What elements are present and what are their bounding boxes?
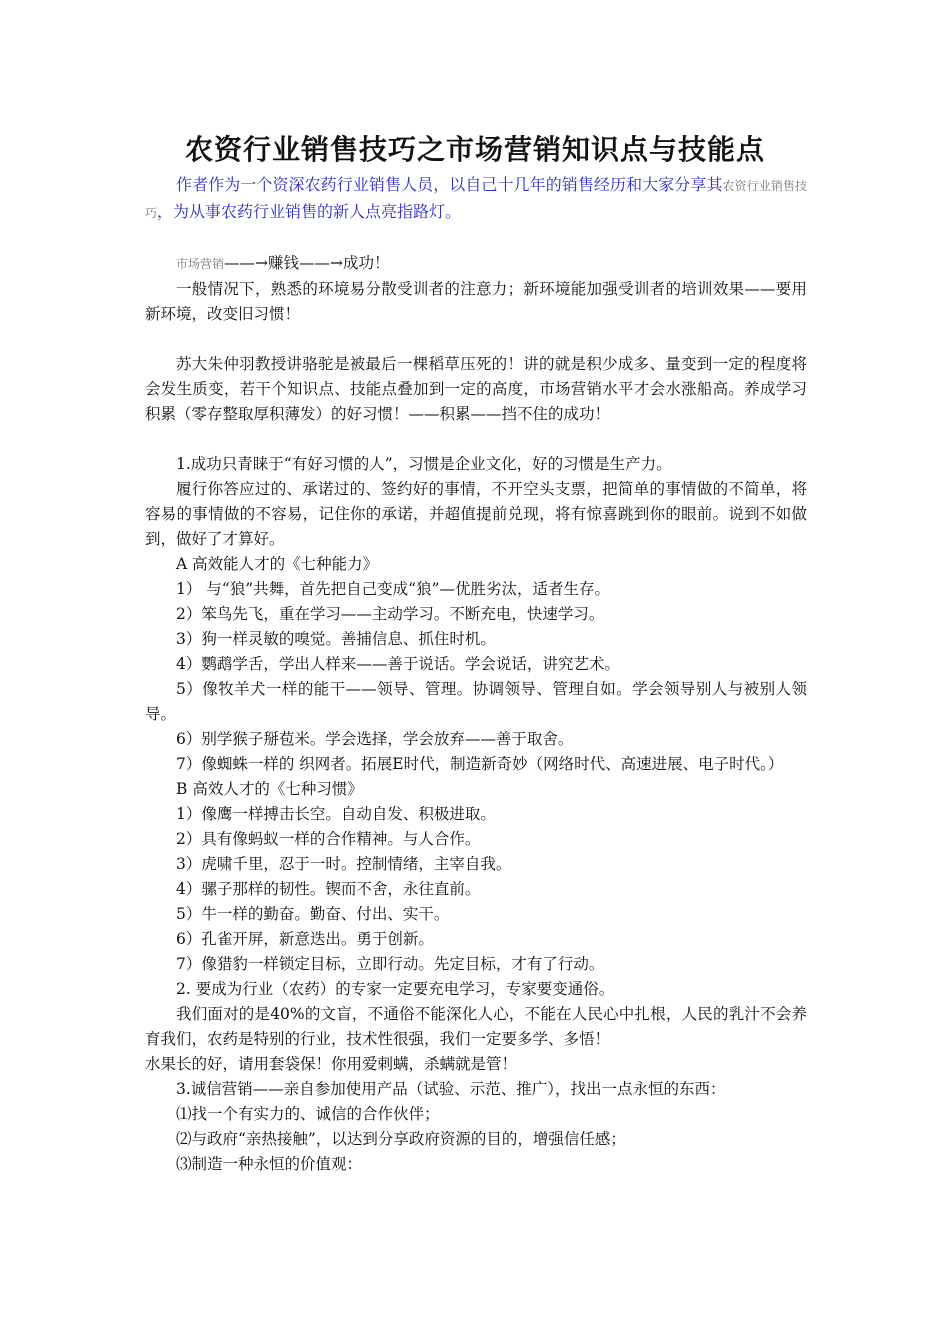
section-a-item: 3）狗一样灵敏的嗅觉。善捕信息、抓住时机。 (176, 630, 496, 648)
section-a-title: A 高效能人才的《七种能力》 (176, 555, 379, 573)
section-3-item: ⑵与政府“亲热接触”，以达到分享政府资源的目的，增强信任感； (176, 1130, 626, 1148)
section-1-title: 1.成功只青睐于“有好习惯的人”，习惯是企业文化，好的习惯是生产力。 (176, 455, 672, 473)
section-b-item: 7）像猎豹一样锁定目标，立即行动。先定目标，才有了行动。 (176, 955, 605, 973)
intro-text-2: 农资行业销售技巧 (145, 179, 807, 220)
section-1-body: 履行你答应过的、承诺过的、签约好的事情，不开空头支票，把简单的事情做的不简单，将容易的事情做的不容易，记住你的承诺，并超值提前兑现，将有惊喜跳到你的眼前。说到不如做到，做好了才算好。 (145, 480, 807, 548)
section-2-tail: 水果长的好，请用套袋保！你用爱剌螨，杀螨就是管！ (145, 1055, 518, 1073)
section-b-item: 1）像鹰一样搏击长空。自动自发、积极进取。 (176, 805, 496, 823)
slogan-rest: ——→赚钱——→成功！ (224, 254, 390, 272)
intro-text-1: 作者作为一个资深农药行业销售人员，以自己十几年的销售经历和大家分享其 (176, 175, 723, 194)
paragraph-camel: 苏大朱仲羽教授讲骆驼是被最后一棵稻草压死的！讲的就是积少成多、量变到一定的程度将会发生质变，若干个知识点、技能点叠加到一定的高度，市场营销水平才会水涨船高。养成学习积累（零存整取厚积薄发）的好习惯！——积累——挡不住的成功！ (145, 355, 807, 423)
section-a-item: 4）鹦鹉学舌，学出人样来——善于说话。学会说话，讲究艺术。 (176, 655, 620, 673)
document-title: 农资行业销售技巧之市场营销知识点与技能点 (184, 133, 765, 166)
section-b-title: B 高效人才的《七种习惯》 (176, 780, 363, 798)
section-b-item: 2）具有像蚂蚁一样的合作精神。与人合作。 (176, 830, 481, 848)
section-2-body: 我们面对的是40%的文盲，不通俗不能深化人心，不能在人民心中扎根，人民的乳汁不会养育我们，农药是特别的行业，技术性很强，我们一定要多学、多悟！ (145, 1005, 807, 1048)
section-b-item: 5）牛一样的勤奋。勤奋、付出、实干。 (176, 905, 450, 923)
section-b-item: 6）孔雀开屏，新意迭出。勇于创新。 (176, 930, 434, 948)
slogan-line (145, 251, 807, 277)
section-b-item: 4）骡子那样的韧性。锲而不舍，永往直前。 (176, 880, 481, 898)
spacer (145, 327, 807, 352)
section-2-title: 2. 要成为行业（农药）的专家一定要充电学习，专家要变通俗。 (176, 980, 615, 998)
section-a-item: 7）像蜘蛛一样的 织网者。拓展E时代，制造新奇妙（网络时代、高速进展、电子时代。） (176, 755, 784, 773)
paragraph-environment: 一般情况下，熟悉的环境易分散受训者的注意力；新环境能加强受训者的培训效果——要用新环境，改变旧习惯！ (145, 280, 807, 323)
section-a-item: 5）像牧羊犬一样的能干——领导、管理。协调领导、管理自如。学会领导别人与被别人领导。 (145, 680, 807, 723)
section-a-item: 6）别学猴子掰苞米。学会选择，学会放弃——善于取舍。 (176, 730, 574, 748)
section-b-item: 3）虎啸千里，忍于一时。控制情绪，主宰自我。 (176, 855, 512, 873)
document-body (145, 172, 807, 1177)
slogan-label: 市场营销 (176, 257, 225, 271)
spacer (145, 427, 807, 452)
section-a-item: 1） 与“狼”共舞，首先把自己变成“狼”—优胜劣汰，适者生存。 (176, 580, 610, 598)
section-3-title: 3.诚信营销——亲自参加使用产品（试验、示范、推广），找出一点永恒的东西： (176, 1080, 726, 1098)
section-3-item: ⑶制造一种永恒的价值观： (176, 1155, 363, 1173)
intro-paragraph (145, 172, 807, 226)
section-a-item: 2）笨鸟先飞，重在学习——主动学习。不断充电，快速学习。 (176, 605, 605, 623)
intro-text-3: ，为从事农药行业销售的新人点亮指路灯。 (157, 202, 462, 221)
section-3-item: ⑴找一个有实力的、诚信的合作伙伴； (176, 1105, 440, 1123)
spacer (145, 226, 807, 251)
